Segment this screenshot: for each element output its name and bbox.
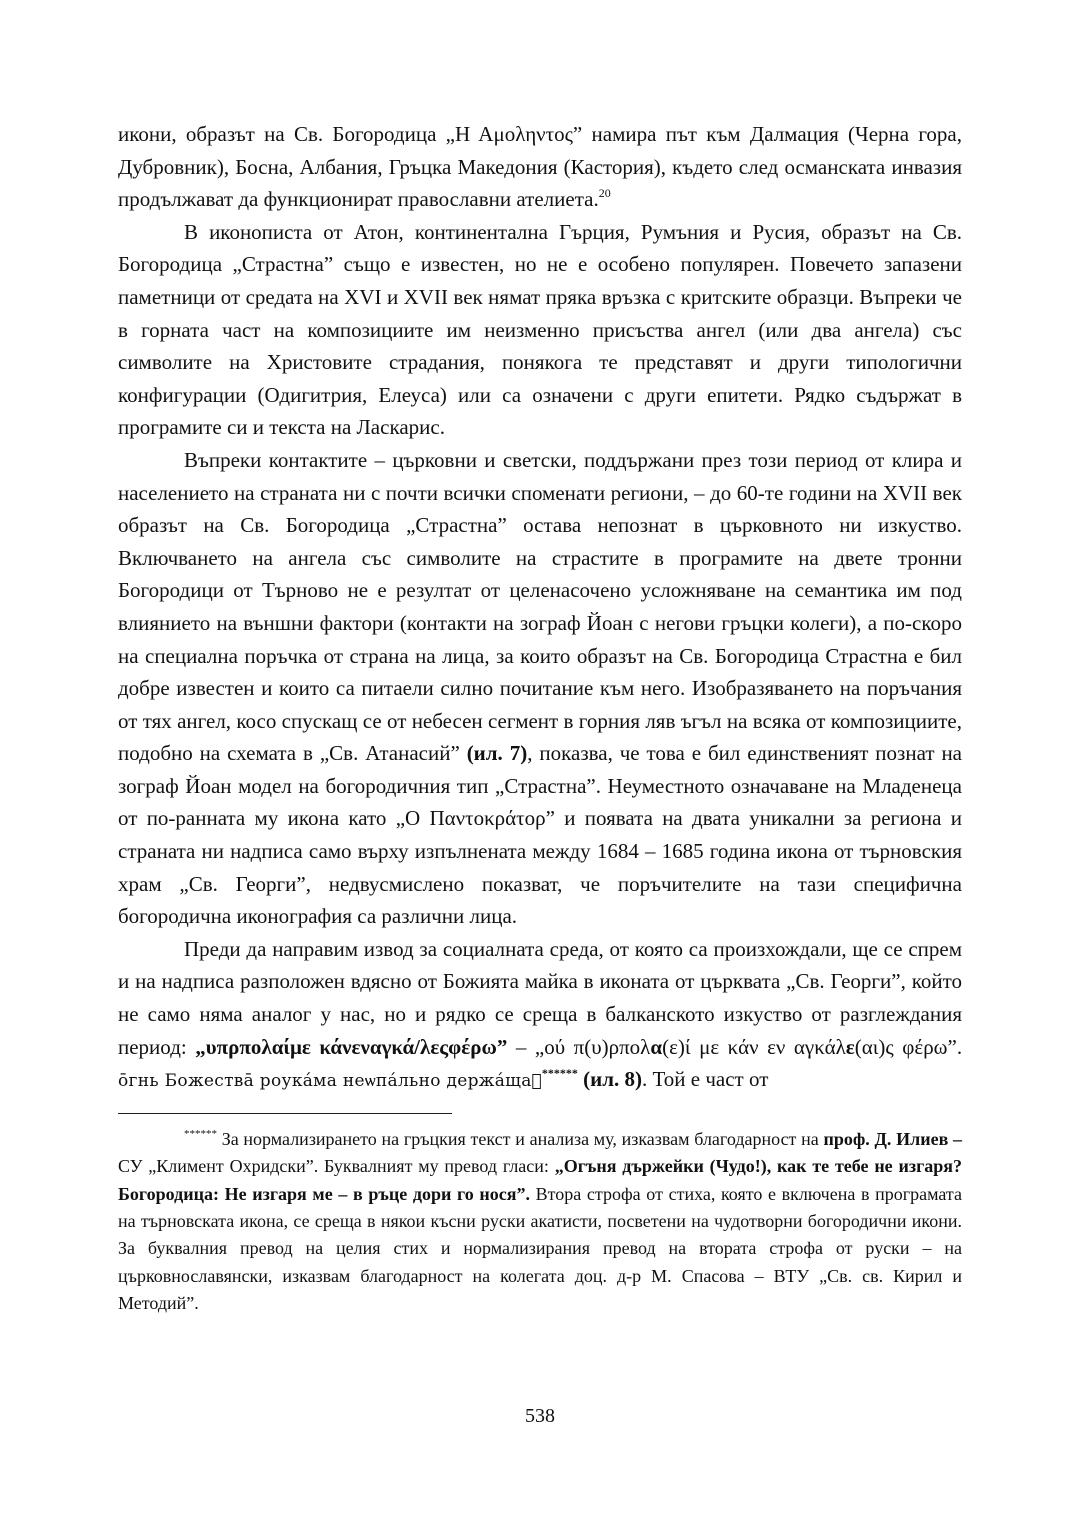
page-number: 538 [525, 1405, 555, 1427]
greek-inscription: „υπρπολαίμε κάνεναγκά/λεςφέρω” [195, 1034, 508, 1059]
paragraph-1: икони, образът на Св. Богородица „Η Αμοληντος” намира път към Далмация (Черна гора, Дубровник), Босна, Албания, Гръцка Македония (Кастория), където след османската инвазия продължават да функционират православни ателиета.$^{20}$ [118, 122, 962, 212]
illustration-ref-7: (ил. 7) [466, 741, 528, 766]
illustration-ref-8: (ил. 8) [583, 1067, 643, 1092]
footnote-quote: „Огъня държейки (Чудо!), как те тебе не изгаря? Богородица: Не изгаря ме – в ръце дори го нося”. [118, 1156, 962, 1204]
footnote-separator [118, 1113, 452, 1114]
paragraph-3: Въпреки контактите – църковни и светски, поддържани през този период от клира и населението на страната ни с почти всички споменати региони, – до 60-те години на XVII век образът на Св. Богородица „Страстна” остава непознат в църковното ни изкуство. Включването на ангела със символите на страстите в програмите на двете тронни Богородици от Търново не е резултат от целенасочено усложняване на семантика им под влиянието на външни фактори (контакти на зограф Йоан с негови гръцки колеги), а по-скоро на специална поръчка от страна на лица, за които образът на Св. Богородица Страстна е бил добре известен и които са питаели силно почитание към него. Изобразяването на поръчания от тях ангел, косо спускащ се от небесен сегмент в горния ляв ъгъл на всяка от композициите, подобно на схемата в „Св. Атанасий” (ил. 7), показва, че това е бил единственият познат на зограф Йоан модел на богородичния тип „Страстна”. Неуместното означаване на Младенеца от по-ранната му икона като „Ο Παντοκράτορ” и появата на двата уникални за региона и страната ни надписа само върху изпълнената между 1684 – 1685 година икона от търновския храм „Св. Георги”, недвусмислено показват, че поръчителите на тази специфична богородична иконография са различни лица. [118, 447, 962, 929]
footnote [118, 1126, 962, 1318]
greek-normalized: „ού π(υ)ρπολα(ε)ί με κάν εν αγκάλε(αι)ς φέρω”. [534, 1034, 963, 1059]
footnote-ref-asterisks: ****** [541, 1066, 578, 1081]
body-text [118, 118, 962, 1098]
paragraph-4: Преди да направим извод за социалната среда, от която са произхождали, ще се спрем и на надписа разположен вдясно от Божията майка в иконата от църквата „Св. Георги”, който не само няма аналог у нас, но и рядко се среща в балканското изкуство от разглеждания период: „υπρπολαίμε κάνεναγκά/λεςφέρω” – „ού π(υ)ρπολα(ε)ί με κάν εν αγκάλε(αι)ς φέρω”. о̄гнь Божества̄ роукáма неѡпáльно держáщаⷣ****** (ил. 8). Той е част от [118, 936, 963, 1092]
page [118, 118, 962, 1318]
footnote-name: проф. Д. Илиев – [823, 1128, 962, 1149]
footnote-text: ****** За нормализирането на гръцкия текст и анализа му, изказвам благодарност на проф. Д. Илиев – СУ „Климент Охридски”. Буквалният му превод гласи: „Огъня държейки (Чудо!), как те тебе не изгаря? Богородица: Не изгаря ме – в ръце дори го нося”. Втора строфа от стиха, която е включена в програмата на търновската икона, се среща в някои късни руски акатисти, посветени на чудотворни богородични икони. За буквалния превод на целия стих и нормализирания превод на втората строфа от руски – на църковнославянски, изказвам благодарност на колегата доц. д-р М. Спасова – ВТУ „Св. св. Кирил и Методий”. [118, 1127, 962, 1314]
church-slavonic-inscription: о̄гнь Божества̄ роукáма неѡпáльно держáщаⷣ [118, 1071, 542, 1092]
footnote-mark: ****** [184, 1127, 217, 1140]
paragraph-2: В иконописта от Атон, континентална Гърция, Румъния и Русия, образът на Св. Богородица „Страстна” също е известен, но не е особено популярен. Повечето запазени паметници от средата на XVI и XVII век нямат пряка връзка с критските образци. Въпреки че в горната част на композициите им неизменно присъства ангел (или два ангела) със символите на Христовите страдания, понякога те представят и други типологични конфигурации (Одигитрия, Елеуса) или са означени с други епитети. Рядко съдържат в програмите си и текста на Ласкарис. [118, 219, 962, 440]
footnote-ref-20: 20 [598, 186, 611, 201]
